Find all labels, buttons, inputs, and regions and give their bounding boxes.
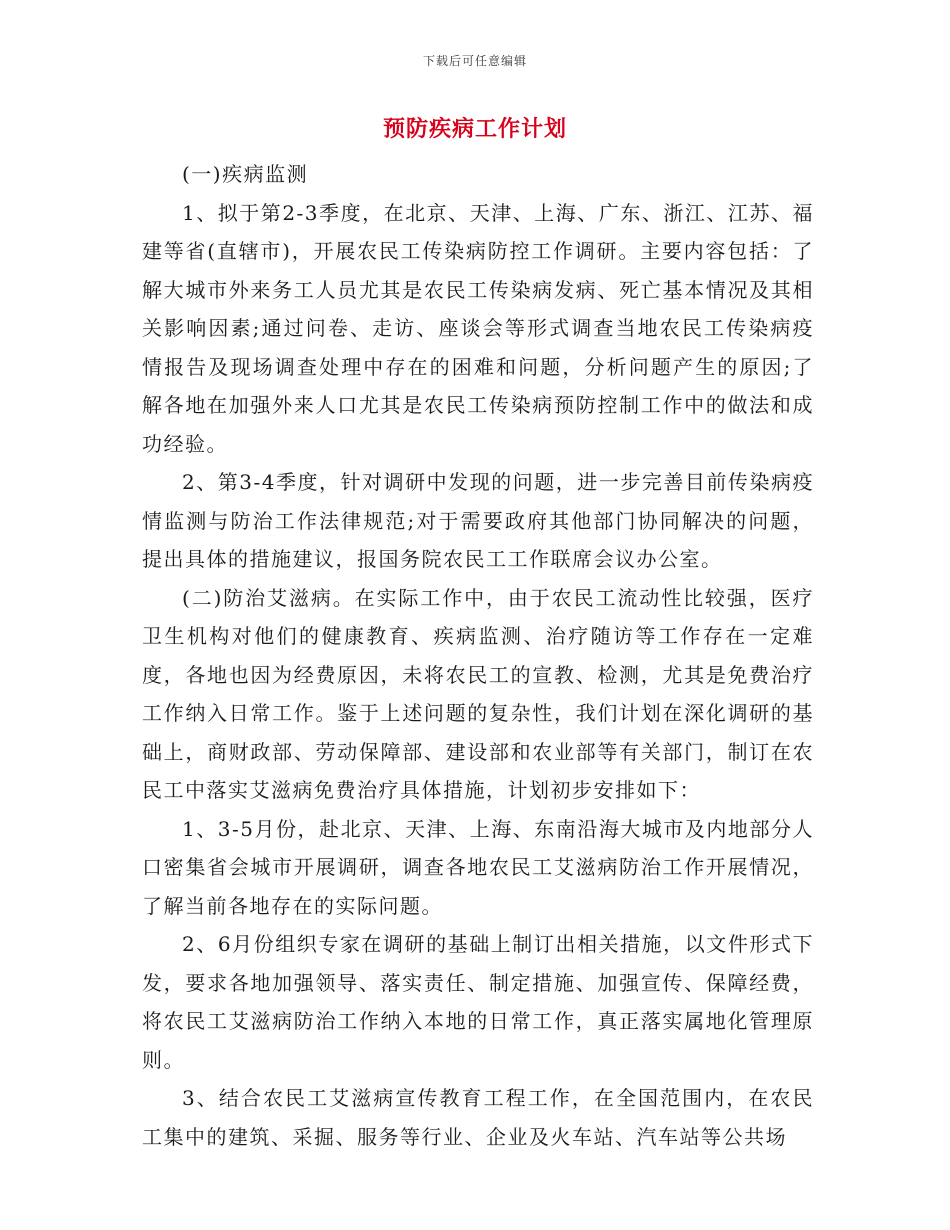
paragraph: 1、拟于第2-3季度，在北京、天津、上海、广东、浙江、江苏、福建等省(直辖市)，开展农民工传染病防控工作调研。主要内容包括：了解大城市外来务工人员尤其是农民工传染病发病、死亡基本情况及其相关影响因素;通过问卷、走访、座谈会等形式调查当地农民工传染病疫情报告及现场调查处理中存在的困难和问题，分析问题产生的原因;了解各地在加强外来人口尤其是农民工传染病预防控制工作中的做法和成功经验。 [142,200,814,456]
section-heading-monitoring: (一)疾病监测 [182,162,309,186]
document-body [142,155,814,1156]
paragraph: 1、3-5月份，赴北京、天津、上海、东南沿海大城市及内地部分人口密集省会城市开展调研，调查各地农民工艾滋病防治工作开展情况，了解当前各地存在的实际问题。 [142,816,814,918]
paragraph: 2、6月份组织专家在调研的基础上制订出相关措施，以文件形式下发，要求各地加强领导、落实责任、制定措施、加强宣传、保障经费，将农民工艾滋病防治工作纳入本地的日常工作，真正落实属地化管理原则。 [142,932,814,1072]
header-note: 下载后可任意编辑 [422,54,527,68]
paragraph: 2、第3-4季度，针对调研中发现的问题，进一步完善目前传染病疫情监测与防治工作法律规范;对于需要政府其他部门协同解决的问题，提出具体的措施建议，报国务院农民工工作联席会议办公室。 [142,470,814,571]
paragraph: 3、结合农民工艾滋病宣传教育工程工作，在全国范围内，在农民工集中的建筑、采掘、服务等行业、企业及火车站、汽车站等公共场 [142,1086,814,1149]
document-title: 预防疾病工作计划 [382,116,567,142]
paragraph: (二)防治艾滋病。在实际工作中，由于农民工流动性比较强，医疗卫生机构对他们的健康教育、疾病监测、治疗随访等工作存在一定难度，各地也因为经费原因，未将农民工的宣教、检测，尤其是免费治疗工作纳入日常工作。鉴于上述问题的复杂性，我们计划在深化调研的基础上，商财政部、劳动保障部、建设部和农业部等有关部门，制订在农民工中落实艾滋病免费治疗具体措施，计划初步安排如下： [142,585,814,802]
